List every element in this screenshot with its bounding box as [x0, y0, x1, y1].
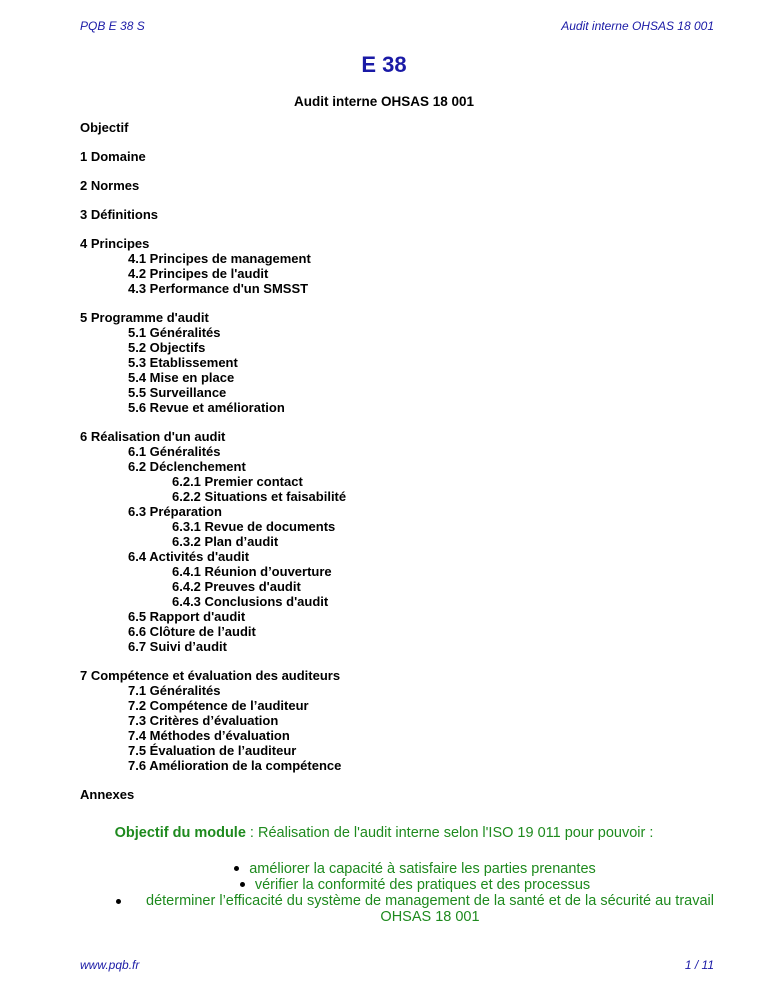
bullet-text: améliorer la capacité à satisfaire les parties prenantes: [249, 861, 596, 877]
toc-item-6-4: 6.4 Activités d'audit: [128, 549, 250, 564]
toc-item-6-5: 6.5 Rapport d'audit: [128, 609, 246, 624]
toc-item-6-2: 6.2 Déclenchement: [128, 459, 246, 474]
toc-item-7-2: 7.2 Compétence de l’auditeur: [128, 698, 309, 713]
toc-section-3: 3 Définitions: [80, 207, 159, 222]
toc-section-1: 1 Domaine: [80, 149, 146, 164]
toc-section-7: 7 Compétence et évaluation des auditeurs: [80, 668, 341, 683]
page-subtitle: Audit interne OHSAS 18 001: [293, 94, 475, 109]
toc-item-6-4-1: 6.4.1 Réunion d’ouverture: [172, 564, 332, 579]
toc-item-5-4: 5.4 Mise en place: [128, 370, 235, 385]
toc-item-6-4-3: 6.4.3 Conclusions d'audit: [172, 594, 329, 609]
toc-section-6: 6 Réalisation d'un audit: [80, 429, 226, 444]
toc-item-6-3-2: 6.3.2 Plan d’audit: [172, 534, 279, 549]
toc-item-6-2-2: 6.2.2 Situations et faisabilité: [172, 489, 347, 504]
toc-item-6-7: 6.7 Suivi d’audit: [128, 639, 227, 654]
page-title: E 38: [361, 52, 407, 77]
toc-annexes: Annexes: [80, 787, 135, 802]
bullet-icon: [240, 882, 245, 887]
bullet-icon: [116, 899, 121, 904]
toc-item-5-2: 5.2 Objectifs: [128, 340, 206, 355]
bullet-item: [100, 861, 730, 877]
toc-section-4: 4 Principes: [80, 236, 150, 251]
bullet-text: vérifier la conformité des pratiques et des processus: [254, 877, 591, 893]
header-doc-code: PQB E 38 S: [80, 19, 145, 33]
table-of-contents: [80, 120, 720, 802]
header-doc-title: Audit interne OHSAS 18 001: [561, 19, 714, 33]
toc-item-6-2-1: 6.2.1 Premier contact: [172, 474, 303, 489]
toc-item-5-1: 5.1 Généralités: [128, 325, 221, 340]
objective-bullet-list: [100, 861, 730, 925]
toc-item-7-4: 7.4 Méthodes d’évaluation: [128, 728, 290, 743]
toc-item-6-1: 6.1 Généralités: [128, 444, 221, 459]
toc-section-5: 5 Programme d'audit: [80, 310, 209, 325]
module-objective: [0, 825, 768, 841]
toc-item-5-5: 5.5 Surveillance: [128, 385, 227, 400]
objective-text: : Réalisation de l'audit interne selon l'ISO 19 011 pour pouvoir :: [245, 825, 654, 841]
bullet-icon: [234, 866, 239, 871]
toc-item-6-3: 6.3 Préparation: [128, 504, 222, 519]
toc-section-2: 2 Normes: [80, 178, 140, 193]
toc-item-7-6: 7.6 Amélioration de la compétence: [128, 758, 342, 773]
footer-website: www.pqb.fr: [80, 958, 140, 972]
toc-item-7-5: 7.5 Évaluation de l’auditeur: [128, 743, 297, 758]
toc-item-7-1: 7.1 Généralités: [128, 683, 221, 698]
toc-item-6-6: 6.6 Clôture de l’audit: [128, 624, 256, 639]
toc-item-4-2: 4.2 Principes de l'audit: [128, 266, 269, 281]
bullet-text: déterminer l’efficacité du système de management de la santé et de la sécurité au travail OHSAS 18 001: [146, 893, 714, 925]
toc-item-6-4-2: 6.4.2 Preuves d'audit: [172, 579, 301, 594]
toc-item-5-3: 5.3 Etablissement: [128, 355, 238, 370]
toc-objectif: Objectif: [80, 120, 129, 135]
toc-item-6-3-1: 6.3.1 Revue de documents: [172, 519, 336, 534]
toc-item-4-3: 4.3 Performance d'un SMSST: [128, 281, 309, 296]
toc-item-4-1: 4.1 Principes de management: [128, 251, 311, 266]
footer-page-number: 1 / 11: [684, 958, 714, 972]
objective-label: Objectif du module: [114, 825, 246, 841]
toc-item-5-6: 5.6 Revue et amélioration: [128, 400, 285, 415]
bullet-item: [100, 877, 730, 893]
bullet-item: [100, 893, 730, 925]
toc-item-7-3: 7.3 Critères d’évaluation: [128, 713, 279, 728]
